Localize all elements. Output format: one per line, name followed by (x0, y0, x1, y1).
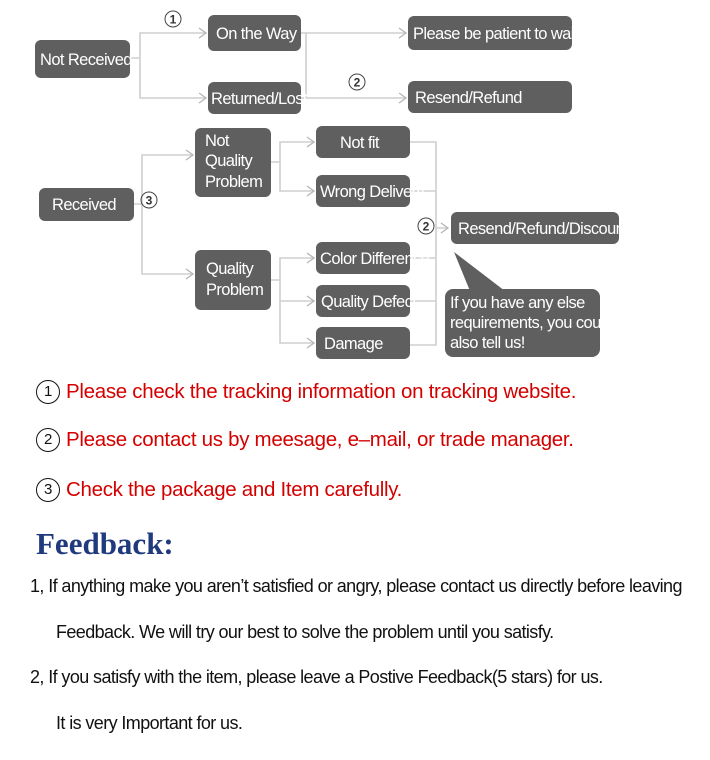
node-quality-defect (316, 285, 417, 317)
node-color-difference (316, 242, 430, 274)
node-not-received (35, 40, 132, 78)
svg-text:Damage: Damage (324, 335, 383, 353)
note-3 (36, 478, 402, 502)
svg-text:2: 2 (353, 75, 361, 90)
svg-text:1: 1 (169, 12, 177, 27)
feedback-line-1: 1, If anything make you aren’t satisfied or angry, please contact us directly before leaving (30, 576, 682, 596)
marker-2-bottom (418, 218, 434, 234)
after-sales-flowchart (0, 0, 710, 370)
node-quality-problem (195, 250, 271, 310)
marker-1 (165, 11, 181, 27)
note-2 (36, 428, 574, 452)
svg-text:Wrong Delivery: Wrong Delivery (320, 183, 425, 201)
note-1-text: Please check the tracking information on tracking website. (66, 380, 577, 403)
node-on-the-way (208, 15, 301, 51)
svg-text:If you have any else: If you have any else (450, 294, 585, 312)
node-resend-refund (408, 81, 572, 113)
note-1 (36, 380, 576, 404)
connector-not-received (130, 33, 205, 98)
svg-text:On the Way: On the Way (216, 25, 297, 43)
marker-2-top (349, 74, 365, 90)
svg-text:Quality: Quality (206, 260, 254, 278)
svg-text:Please be patient to wait: Please be patient to wait (413, 25, 578, 43)
node-damage (316, 327, 410, 359)
node-returned-lost (208, 82, 308, 114)
note-2-text: Please contact us by meesage, e–mail, or trade manager. (66, 428, 574, 451)
svg-text:Not: Not (205, 132, 229, 150)
note-2-marker: 2 (36, 428, 60, 452)
node-please-wait (408, 16, 579, 50)
node-resend-refund-discount (451, 212, 629, 244)
svg-text:Quality: Quality (205, 152, 253, 170)
svg-text:3: 3 (145, 193, 153, 208)
svg-text:Problem: Problem (205, 173, 263, 191)
speech-bubble-other-requirements (445, 252, 613, 357)
feedback-title: Feedback: (36, 526, 174, 561)
svg-text:Resend/Refund: Resend/Refund (415, 89, 522, 107)
connector-not-quality (271, 142, 313, 191)
connector-quality (271, 258, 313, 343)
svg-text:Not fit: Not fit (340, 134, 379, 152)
note-3-text: Check the package and Item carefully. (66, 478, 403, 501)
svg-text:also tell us!: also tell us! (450, 334, 525, 352)
node-not-quality-problem (195, 128, 271, 197)
feedback-line-4: It is very Important for us. (56, 713, 243, 733)
feedback-line-3: 2, If you satisfy with the item, please leave a Postive Feedback(5 stars) for us. (30, 667, 603, 687)
note-3-marker: 3 (36, 478, 60, 502)
svg-text:Not Received: Not Received (40, 51, 132, 69)
svg-text:Returned/Lost: Returned/Lost (211, 90, 307, 108)
svg-text:2: 2 (422, 219, 430, 234)
marker-3 (141, 192, 157, 208)
svg-text:requirements, you could: requirements, you could (450, 314, 613, 332)
node-received (39, 188, 134, 221)
svg-text:Problem: Problem (206, 281, 264, 299)
connector-resolution (410, 142, 447, 345)
connector-received (134, 155, 192, 274)
node-wrong-delivery (316, 175, 425, 207)
svg-text:Quality Defect: Quality Defect (321, 293, 417, 311)
feedback-line-2: Feedback. We will try our best to solve the problem until you satisfy. (56, 622, 554, 642)
svg-text:Resend/Refund/Discount: Resend/Refund/Discount (458, 220, 629, 238)
svg-text:Color Difference: Color Difference (320, 250, 430, 268)
note-1-marker: 1 (36, 380, 60, 404)
node-not-fit (316, 126, 410, 158)
svg-text:Received: Received (52, 196, 116, 214)
